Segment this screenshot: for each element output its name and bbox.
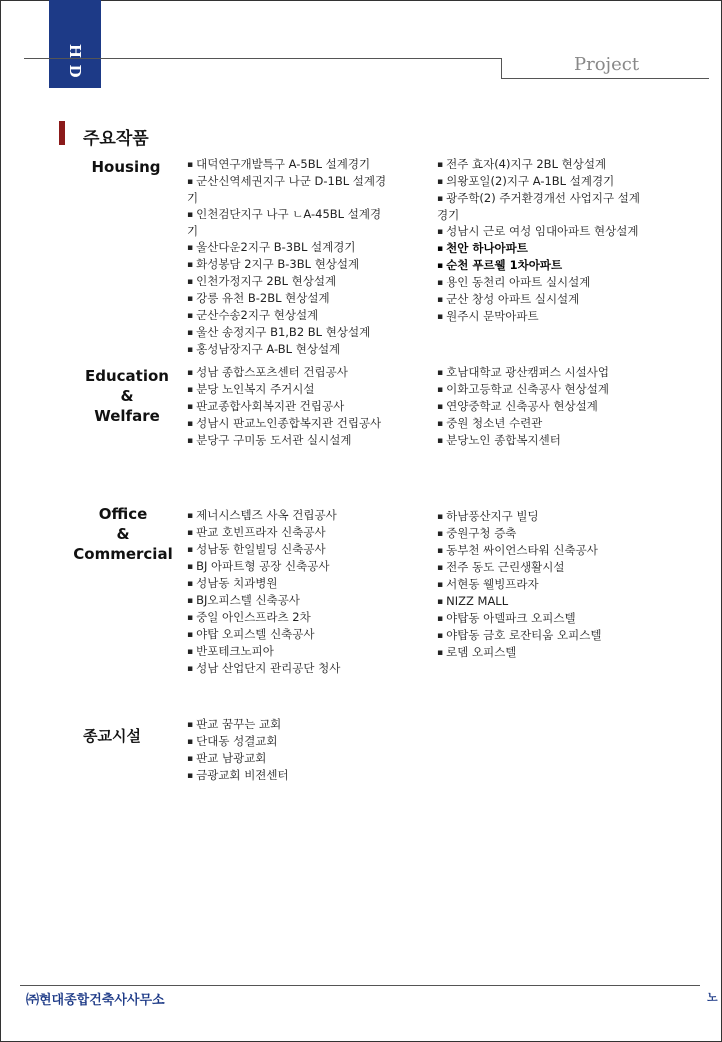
bullet-icon: ▪ [187, 160, 194, 170]
bullet-icon: ▪ [187, 647, 194, 657]
bullet-icon: ▪ [437, 402, 444, 412]
list-item [187, 432, 381, 449]
list-item-text: 동부천 싸이언스타워 신축공사 [446, 543, 598, 557]
list-item [437, 559, 602, 576]
office-list-right [437, 508, 602, 661]
category-education-line1: Education [85, 367, 169, 385]
category-education-title [76, 366, 178, 426]
bullet-icon: ▪ [187, 368, 194, 378]
office-list-left [187, 507, 340, 677]
list-item-text: 서현동 웰빙프라자 [446, 577, 539, 591]
list-item [437, 274, 640, 291]
list-item-text: 군산신역세권지구 나군 D-1BL 설계경 [196, 174, 387, 188]
list-item-text: 하남풍산지구 빌딩 [446, 509, 539, 523]
bullet-icon: ▪ [437, 295, 444, 305]
list-item [187, 415, 381, 432]
list-item-text: 기 [187, 224, 199, 238]
project-label: Project [574, 54, 640, 75]
bullet-icon: ▪ [187, 345, 194, 355]
list-item [187, 750, 289, 767]
list-item-text: 분당구 구미동 도서관 실시설계 [196, 433, 352, 447]
list-item [437, 364, 609, 381]
list-item-text: 광주학(2) 주거환경개선 사업지구 설계 [446, 191, 640, 205]
list-item [187, 575, 340, 592]
bullet-icon: ▪ [437, 194, 444, 204]
bullet-icon: ▪ [187, 630, 194, 640]
logo-letter-d: D [66, 64, 84, 78]
list-item [187, 716, 289, 733]
bullet-icon: ▪ [187, 328, 194, 338]
list-item [187, 341, 386, 358]
list-item [187, 626, 340, 643]
list-item-text: 판교 남광교회 [196, 751, 267, 765]
housing-list-left [187, 156, 386, 358]
list-item [437, 593, 602, 610]
list-item [437, 190, 640, 207]
bullet-icon: ▪ [187, 596, 194, 606]
section-title: 주요작품 [83, 129, 149, 149]
list-item-text: 금광교회 비젼센터 [196, 768, 289, 782]
list-item-text: 이화고등학교 신축공사 현상설계 [446, 382, 609, 396]
list-item-text: 경기 [437, 208, 460, 222]
list-item [187, 524, 340, 541]
list-item [187, 223, 386, 239]
bullet-icon: ▪ [187, 210, 194, 220]
bullet-icon: ▪ [437, 227, 444, 237]
list-item [187, 507, 340, 524]
bullet-icon: ▪ [187, 545, 194, 555]
bullet-icon: ▪ [187, 771, 194, 781]
bullet-icon: ▪ [437, 385, 444, 395]
bullet-icon: ▪ [187, 436, 194, 446]
list-item [187, 643, 340, 660]
list-item [187, 173, 386, 190]
list-item [437, 381, 609, 398]
bullet-icon: ▪ [437, 160, 444, 170]
list-item [187, 733, 289, 750]
list-item [187, 660, 340, 677]
category-office-line2: & [116, 525, 130, 543]
list-item-text: 기 [187, 191, 199, 205]
category-education-line2: & [120, 387, 134, 405]
list-item [187, 558, 340, 575]
list-item [187, 381, 381, 398]
list-item [437, 257, 640, 274]
bullet-icon: ▪ [437, 529, 444, 539]
bullet-icon: ▪ [187, 177, 194, 187]
list-item-text: 단대동 성결교회 [196, 734, 278, 748]
bullet-icon: ▪ [187, 311, 194, 321]
header-rule [24, 58, 501, 59]
list-item-text: 화성봉담 2지구 B-3BL 현상설계 [196, 257, 360, 271]
religious-list [187, 716, 289, 784]
list-item-text: 울산다운2지구 B-3BL 설계경기 [196, 240, 356, 254]
list-item [187, 592, 340, 609]
bullet-icon: ▪ [187, 385, 194, 395]
list-item-text: 전주 동도 근린생활시설 [446, 560, 565, 574]
bullet-icon: ▪ [187, 419, 194, 429]
list-item [437, 432, 609, 449]
list-item [187, 767, 289, 784]
bullet-icon: ▪ [437, 368, 444, 378]
list-item-text: BJ 아파트형 공장 신축공사 [196, 559, 330, 573]
list-item-text: 판교 꿈꾸는 교회 [196, 717, 282, 731]
list-item-text: 군산 창성 아파트 실시설계 [446, 292, 580, 306]
bullet-icon: ▪ [437, 631, 444, 641]
list-item [187, 398, 381, 415]
list-item [437, 291, 640, 308]
list-item-text: 울산 송정지구 B1,B2 BL 현상설계 [196, 325, 371, 339]
category-office-title [62, 504, 184, 564]
bullet-icon: ▪ [187, 737, 194, 747]
list-item [437, 223, 640, 240]
bullet-icon: ▪ [187, 720, 194, 730]
list-item-text: 의왕포일(2)지구 A-1BL 설계경기 [446, 174, 615, 188]
list-item-text: 전주 효자(4)지구 2BL 현상설계 [446, 157, 607, 171]
list-item-text: 중원구청 증축 [446, 526, 517, 540]
list-item-text: 성남동 한일빌딩 신축공사 [196, 542, 326, 556]
category-education-line3: Welfare [94, 407, 160, 425]
list-item-text: 중일 아인스프라츠 2차 [196, 610, 311, 624]
list-item-text: 강릉 유천 B-2BL 현상설계 [196, 291, 330, 305]
list-item-text: NIZZ MALL [446, 594, 509, 608]
section-accent-bar [59, 121, 65, 145]
list-item-text: 천안 하나아파트 [446, 241, 528, 255]
bullet-icon: ▪ [437, 312, 444, 322]
bullet-icon: ▪ [437, 580, 444, 590]
list-item-text: 인천가정지구 2BL 현상설계 [196, 274, 337, 288]
bullet-icon: ▪ [187, 243, 194, 253]
bullet-icon: ▪ [187, 562, 194, 572]
bullet-icon: ▪ [437, 419, 444, 429]
list-item-text: 분당 노인복지 주거시설 [196, 382, 315, 396]
bullet-icon: ▪ [437, 177, 444, 187]
housing-list-right [437, 156, 640, 325]
list-item-text: 야탑동 금호 로잔티움 오피스텔 [446, 628, 602, 642]
list-item-text: 군산수송2지구 현상설계 [196, 308, 319, 322]
list-item [437, 173, 640, 190]
footer-rule [20, 985, 700, 986]
list-item-text: 대덕연구개발특구 A-5BL 설계경기 [196, 157, 371, 171]
footer-company-name: ㈜현대종합건축사사무소 [26, 993, 165, 1008]
list-item [187, 256, 386, 273]
list-item-text: BJ오피스텔 신축공사 [196, 593, 300, 607]
list-item [187, 290, 386, 307]
list-item-text: 홍성남장지구 A-BL 현상설계 [196, 342, 341, 356]
list-item-text: 분당노인 종합복지센터 [446, 433, 561, 447]
list-item-text: 성남 산업단지 관리공단 청사 [196, 661, 341, 675]
list-item [437, 156, 640, 173]
category-religious-label: 종교시설 [83, 727, 141, 745]
list-item [437, 576, 602, 593]
bullet-icon: ▪ [187, 613, 194, 623]
list-item-text: 연양중학교 신축공사 현상설계 [446, 399, 598, 413]
bullet-icon: ▪ [437, 648, 444, 658]
bullet-icon: ▪ [187, 511, 194, 521]
list-item-text: 제너시스템즈 사옥 건립공사 [196, 508, 337, 522]
list-item-text: 판교종합사회복지관 건립공사 [196, 399, 345, 413]
list-item-text: 판교 호빈프라자 신축공사 [196, 525, 326, 539]
list-item-text: 용인 동천리 아파트 실시설계 [446, 275, 591, 289]
bullet-icon: ▪ [437, 278, 444, 288]
bullet-icon: ▪ [437, 597, 444, 607]
bullet-icon: ▪ [187, 664, 194, 674]
list-item [187, 190, 386, 206]
list-item [437, 240, 640, 257]
list-item [437, 644, 602, 661]
list-item-text: 반포테크노피아 [196, 644, 274, 658]
footer-page-mark: 노 [707, 991, 718, 1004]
logo-letter-h: H [66, 43, 84, 59]
header-rule-step [501, 58, 502, 79]
bullet-icon: ▪ [187, 277, 194, 287]
logo-block [49, 0, 101, 88]
bullet-icon: ▪ [187, 402, 194, 412]
bullet-icon: ▪ [187, 754, 194, 764]
list-item [437, 542, 602, 559]
list-item [187, 364, 381, 381]
list-item [437, 627, 602, 644]
category-housing-title [80, 157, 172, 177]
list-item [187, 206, 386, 223]
list-item-text: 인천검단지구 나구 ㄴA-45BL 설계경 [196, 207, 382, 221]
bullet-icon: ▪ [437, 512, 444, 522]
education-list-right [437, 364, 609, 449]
education-list-left [187, 364, 381, 449]
list-item [187, 273, 386, 290]
category-housing-label: Housing [91, 158, 161, 176]
category-office-line1: Office [98, 505, 148, 523]
list-item [437, 508, 602, 525]
list-item-text: 원주시 문막아파트 [446, 309, 539, 323]
category-office-line3: Commercial [73, 545, 173, 563]
list-item [187, 307, 386, 324]
bullet-icon: ▪ [187, 260, 194, 270]
category-religious-title [72, 726, 152, 746]
list-item-text: 야탑 오피스텔 신축공사 [196, 627, 315, 641]
list-item-text: 중원 청소년 수련관 [446, 416, 543, 430]
bullet-icon: ▪ [187, 528, 194, 538]
bullet-icon: ▪ [437, 244, 444, 254]
list-item-text: 호남대학교 광산캠퍼스 시설사업 [446, 365, 609, 379]
bullet-icon: ▪ [187, 579, 194, 589]
list-item [187, 156, 386, 173]
list-item-text: 로뎀 오피스텔 [446, 645, 517, 659]
bullet-icon: ▪ [187, 294, 194, 304]
bullet-icon: ▪ [437, 261, 444, 271]
list-item [437, 415, 609, 432]
list-item [437, 398, 609, 415]
list-item-text: 성남시 판교노인종합복지관 건립공사 [196, 416, 382, 430]
list-item [437, 525, 602, 542]
list-item-text: 야탑동 아델파크 오피스텔 [446, 611, 576, 625]
list-item-text: 순천 푸르웰 1차아파트 [446, 258, 563, 272]
list-item [187, 239, 386, 256]
list-item-text: 성남동 치과병원 [196, 576, 278, 590]
list-item [187, 609, 340, 626]
list-item [187, 324, 386, 341]
list-item [437, 308, 640, 325]
list-item [437, 207, 640, 223]
list-item [437, 610, 602, 627]
list-item-text: 성남 종합스포츠센터 건립공사 [196, 365, 348, 379]
bullet-icon: ▪ [437, 614, 444, 624]
list-item [187, 541, 340, 558]
bullet-icon: ▪ [437, 436, 444, 446]
bullet-icon: ▪ [437, 546, 444, 556]
list-item-text: 성남시 근로 여성 임대아파트 현상설계 [446, 224, 639, 238]
header-rule-right [501, 78, 709, 79]
bullet-icon: ▪ [437, 563, 444, 573]
